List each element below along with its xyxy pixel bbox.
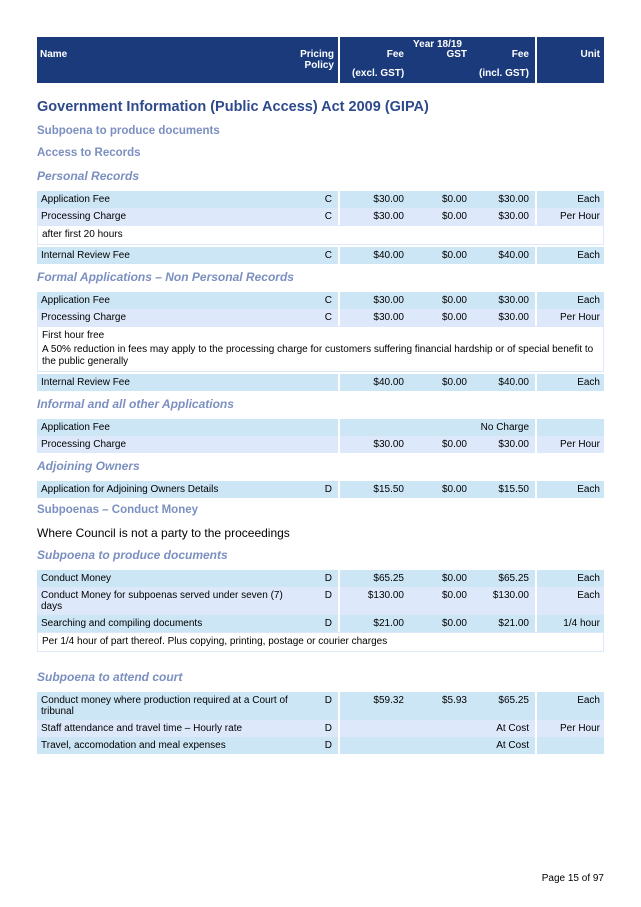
row-fee: $30.00 xyxy=(373,211,404,222)
header-fees-cell xyxy=(340,37,535,83)
row-name: Staff attendance and travel time – Hourly rate xyxy=(41,723,243,734)
fee-table-header xyxy=(37,37,604,83)
section-subpoena-produce: Subpoena to produce documents xyxy=(37,548,228,562)
row-name: Application Fee xyxy=(41,295,110,306)
row-unit: 1/4 hour xyxy=(537,615,604,632)
row-unit: Each xyxy=(537,692,604,720)
table-row xyxy=(37,374,604,391)
row-policy: D xyxy=(324,590,332,601)
fee-schedule-content xyxy=(37,95,604,758)
header-fee: Fee xyxy=(386,49,404,60)
row-unit: Each xyxy=(537,570,604,587)
row-unit xyxy=(537,419,604,436)
section-access-records: Access to Records xyxy=(37,147,141,159)
row-fee: $30.00 xyxy=(373,312,404,323)
row-total: $15.50 xyxy=(498,484,529,495)
row-gst: $0.00 xyxy=(441,250,467,261)
row-unit: Per Hour xyxy=(537,720,604,737)
row-gst: $0.00 xyxy=(441,573,467,584)
row-gst: $0.00 xyxy=(441,484,467,495)
row-name: Conduct money where production required at a Court of tribunal xyxy=(41,695,288,717)
section-conduct-money: Subpoenas – Conduct Money xyxy=(37,504,199,516)
row-name: Conduct Money for subpoenas served under seven (7) days xyxy=(41,590,283,612)
row-name: Application Fee xyxy=(41,194,110,205)
subpoena-produce-table xyxy=(37,570,604,652)
header-excl-gst: (excl. GST) xyxy=(352,68,405,79)
row-unit: Each xyxy=(537,587,604,615)
table-row xyxy=(37,570,604,587)
row-name: Processing Charge xyxy=(41,439,127,450)
row-fee: $15.50 xyxy=(373,484,404,495)
row-policy: C xyxy=(324,295,332,306)
header-incl-gst: (incl. GST) xyxy=(479,68,529,79)
row-fee: $130.00 xyxy=(367,590,404,601)
section-subpoena: Subpoena to produce documents xyxy=(37,125,220,137)
row-total: $65.25 xyxy=(498,573,529,584)
row-gst: $0.00 xyxy=(441,439,467,450)
row-unit: Each xyxy=(537,247,604,264)
header-name: Name xyxy=(40,49,68,60)
section-informal-applications: Informal and all other Applications xyxy=(37,397,234,411)
row-total: At Cost xyxy=(496,723,529,734)
header-pricing-policy: Pricing Policy xyxy=(300,49,334,71)
row-note: Per 1/4 hour of part thereof. Plus copying, printing, postage or courier charges xyxy=(37,632,604,652)
formal-applications-table xyxy=(37,292,604,391)
row-policy: C xyxy=(324,211,332,222)
header-year: Year 18/19 xyxy=(413,39,462,50)
row-gst: $0.00 xyxy=(441,211,467,222)
row-policy: C xyxy=(324,194,332,205)
conduct-money-description: Where Council is not a party to the proceedings xyxy=(37,526,290,540)
row-name: Application for Adjoining Owners Details xyxy=(41,484,219,495)
table-row xyxy=(37,309,604,326)
row-total: $30.00 xyxy=(498,439,529,450)
row-total: $30.00 xyxy=(498,295,529,306)
page-title: Government Information (Public Access) Act 2009 (GIPA) xyxy=(37,99,429,115)
row-total: $130.00 xyxy=(492,590,529,601)
table-row xyxy=(37,419,604,436)
row-total: $30.00 xyxy=(498,211,529,222)
row-name: Processing Charge xyxy=(41,312,127,323)
table-row xyxy=(37,587,604,615)
row-policy: D xyxy=(324,740,332,751)
row-fee: $59.32 xyxy=(373,695,404,706)
section-formal-applications: Formal Applications – Non Personal Records xyxy=(37,270,294,284)
row-fee: $30.00 xyxy=(373,439,404,450)
header-unit-cell xyxy=(537,37,604,83)
row-unit: Each xyxy=(537,191,604,208)
row-policy: C xyxy=(324,250,332,261)
page-number: Page 15 of 97 xyxy=(541,873,604,884)
row-gst: $0.00 xyxy=(441,312,467,323)
row-policy: D xyxy=(324,695,332,706)
row-note xyxy=(37,326,604,372)
note-first-hour: First hour free xyxy=(42,330,105,341)
row-unit: Per Hour xyxy=(537,309,604,326)
row-gst: $0.00 xyxy=(441,295,467,306)
row-name: Application Fee xyxy=(41,422,110,433)
row-policy: D xyxy=(324,484,332,495)
row-policy: C xyxy=(324,312,332,323)
note-hardship: A 50% reduction in fees may apply to the processing charge for customers suffering financial hardship or of special benefit to the public generally xyxy=(42,344,594,367)
table-row xyxy=(37,292,604,309)
row-unit: Each xyxy=(537,292,604,309)
row-total: $40.00 xyxy=(498,250,529,261)
row-policy: D xyxy=(324,723,332,734)
row-unit xyxy=(537,737,604,754)
informal-applications-table xyxy=(37,419,604,453)
adjoining-owners-table xyxy=(37,481,604,498)
row-unit: Per Hour xyxy=(537,436,604,453)
header-name-cell xyxy=(37,37,338,83)
row-gst: $0.00 xyxy=(441,590,467,601)
row-name: Processing Charge xyxy=(41,211,127,222)
section-subpoena-attend: Subpoena to attend court xyxy=(37,670,183,684)
header-unit: Unit xyxy=(580,49,600,60)
row-name: Internal Review Fee xyxy=(41,250,130,261)
table-row xyxy=(37,720,604,737)
row-total: No Charge xyxy=(480,422,529,433)
row-fee: $40.00 xyxy=(373,250,404,261)
row-gst: $0.00 xyxy=(441,194,467,205)
row-total: $40.00 xyxy=(498,377,529,388)
row-fee: $30.00 xyxy=(373,194,404,205)
row-fee: $21.00 xyxy=(373,618,404,629)
row-name: Travel, accomodation and meal expenses xyxy=(41,740,226,751)
row-policy: D xyxy=(324,618,332,629)
row-total: $30.00 xyxy=(498,194,529,205)
section-personal-records: Personal Records xyxy=(37,169,140,183)
row-unit: Each xyxy=(537,481,604,498)
table-row xyxy=(37,481,604,498)
row-name: Searching and compiling documents xyxy=(41,618,203,629)
table-row xyxy=(37,692,604,720)
row-gst: $0.00 xyxy=(441,377,467,388)
row-total: At Cost xyxy=(496,740,529,751)
table-row xyxy=(37,436,604,453)
row-unit: Per Hour xyxy=(537,208,604,225)
table-row xyxy=(37,191,604,208)
row-total: $65.25 xyxy=(498,695,529,706)
row-gst: $0.00 xyxy=(441,618,467,629)
row-fee: $40.00 xyxy=(373,377,404,388)
row-name: Conduct Money xyxy=(41,573,112,584)
row-fee: $65.25 xyxy=(373,573,404,584)
table-row xyxy=(37,615,604,632)
row-name: Internal Review Fee xyxy=(41,377,130,388)
row-fee: $30.00 xyxy=(373,295,404,306)
row-policy: D xyxy=(324,573,332,584)
table-row xyxy=(37,737,604,754)
table-row xyxy=(37,208,604,225)
row-gst: $5.93 xyxy=(441,695,467,706)
table-row xyxy=(37,247,604,264)
row-unit: Each xyxy=(537,374,604,391)
section-adjoining-owners: Adjoining Owners xyxy=(37,459,140,473)
personal-records-table xyxy=(37,191,604,264)
row-note: after first 20 hours xyxy=(37,225,604,245)
header-gst: GST xyxy=(446,49,467,60)
header-fee-incl: Fee xyxy=(511,49,529,60)
subpoena-attend-table xyxy=(37,692,604,754)
row-total: $30.00 xyxy=(498,312,529,323)
row-total: $21.00 xyxy=(498,618,529,629)
